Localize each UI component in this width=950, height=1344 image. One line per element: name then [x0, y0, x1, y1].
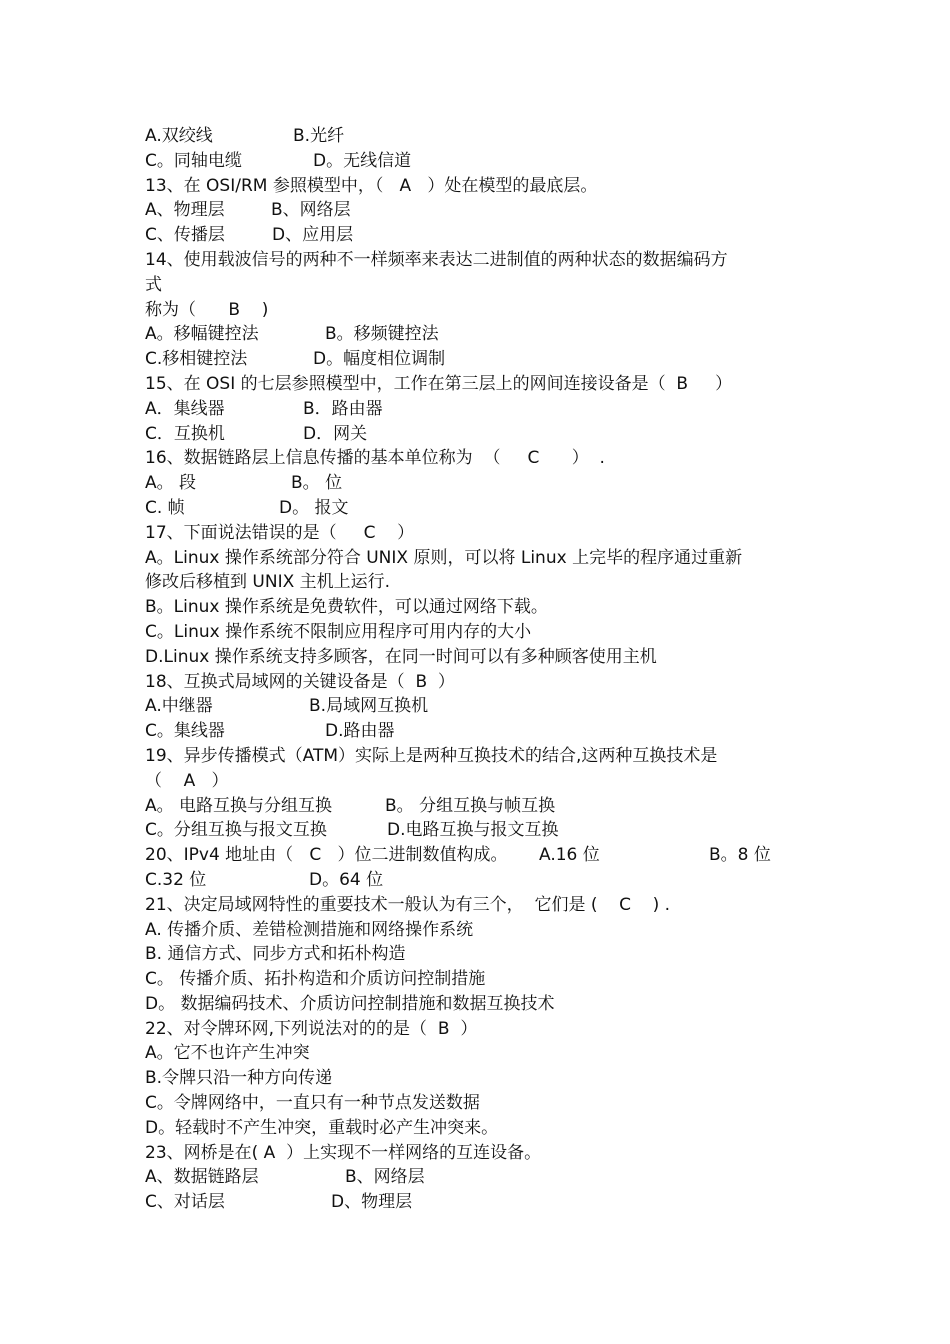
text-line — [145, 992, 825, 1017]
line-text: 修改后移植到 UNIX 主机上运行. — [145, 572, 391, 593]
answer-option: C、对话层 — [145, 1192, 225, 1213]
answer-option: B.局域网互换机 — [309, 696, 429, 717]
answer-option: A.双绞线 — [145, 126, 213, 146]
line-text: C。 传播介质、拓扑构造和介质访问控制措施 — [145, 969, 486, 990]
answer-option: A.中继器 — [145, 696, 213, 717]
answer-option: 20、IPv4 地址由（ C ）位二进制数值构成。 — [145, 845, 508, 866]
answer-option: D。 报文 — [279, 497, 349, 518]
answer-option: C.移相键控法 — [145, 349, 248, 370]
line-text: D。轻载时不产生冲突，重载时必产生冲突来。 — [145, 1117, 499, 1138]
text-line — [145, 1066, 825, 1091]
text-line — [145, 322, 825, 347]
answer-option: C。同轴电缆 — [145, 150, 242, 171]
line-text: B.令牌只沿一种方向传递 — [145, 1068, 333, 1089]
answer-option: A。移幅键控法 — [145, 324, 259, 345]
answer-option: C. 帧 — [145, 497, 185, 518]
text-line — [145, 744, 825, 769]
text-line — [145, 620, 825, 645]
text-line — [145, 769, 825, 794]
text-line — [145, 942, 825, 967]
answer-option: D.电路互换与报文互换 — [387, 820, 559, 841]
text-line — [145, 446, 825, 471]
answer-option: C。分组互换与报文互换 — [145, 820, 327, 841]
text-line — [145, 372, 825, 397]
text-line — [145, 198, 825, 223]
text-line — [145, 174, 825, 199]
line-text: 称为（ B ) — [145, 299, 269, 320]
text-line — [145, 694, 825, 719]
text-line — [145, 967, 825, 992]
line-text: （ A ） — [145, 770, 229, 791]
answer-option: D。64 位 — [309, 869, 384, 890]
answer-option: B。8 位 — [709, 845, 771, 866]
text-line — [145, 471, 825, 496]
answer-option: B、网络层 — [345, 1167, 425, 1188]
text-line — [145, 422, 825, 447]
text-line — [145, 818, 825, 843]
answer-option: D。无线信道 — [313, 150, 412, 171]
text-line — [145, 521, 825, 546]
line-text: C。Linux 操作系统不限制应用程序可用内存的大小 — [145, 621, 532, 642]
line-text: 13、在 OSI/RM 参照模型中，（ A ）处在模型的最底层。 — [145, 175, 598, 196]
line-text: A. 传播介质、差错检测措施和网络操作系统 — [145, 919, 474, 940]
line-text: 16、数据链路层上信息传播的基本单位称为 （ C ） . — [145, 448, 605, 469]
line-text: 14、使用载波信号的两种不一样频率来表达二进制值的两种状态的数据编码方 — [145, 249, 728, 270]
line-text: D。 数据编码技术、介质访问控制措施和数据互换技术 — [145, 993, 555, 1014]
answer-option: C.32 位 — [145, 869, 207, 890]
text-line — [145, 496, 825, 521]
text-line — [145, 918, 825, 943]
answer-option: C．互换机 — [145, 423, 225, 444]
answer-option: B、网络层 — [271, 200, 351, 221]
text-line — [145, 1116, 825, 1141]
line-text: B。Linux 操作系统是免费软件，可以通过网络下载。 — [145, 597, 548, 618]
text-line — [145, 1017, 825, 1042]
line-text: A。它不也许产生冲突 — [145, 1043, 310, 1064]
answer-option: D。幅度相位调制 — [313, 349, 446, 370]
answer-option: C。集线器 — [145, 721, 225, 742]
text-line — [145, 645, 825, 670]
answer-option: B。 分组互换与帧互换 — [385, 795, 556, 816]
line-text: 21、决定局域网特性的重要技术一般认为有三个， 它们是 ( C ) . — [145, 894, 671, 915]
text-line — [145, 298, 825, 323]
line-text: 19、异步传播模式（ATM）实际上是两种互换技术的结合,这两种互换技术是 — [145, 745, 718, 766]
line-text: 23、网桥是在( A ）上实现不一样网络的互连设备。 — [145, 1142, 542, 1163]
text-line — [145, 397, 825, 422]
answer-option: A。 段 — [145, 473, 197, 494]
text-line — [145, 1091, 825, 1116]
line-text: B. 通信方式、同步方式和拓朴构造 — [145, 944, 406, 965]
answer-option: D、物理层 — [331, 1192, 413, 1213]
line-text: D.Linux 操作系统支持多顾客，在同一时间可以有多种顾客使用主机 — [145, 646, 657, 667]
text-line — [145, 223, 825, 248]
answer-option: B。移频键控法 — [325, 324, 439, 345]
answer-option: A、数据链路层 — [145, 1167, 259, 1188]
line-text: 式 — [145, 274, 162, 295]
answer-option: D．网关 — [303, 423, 368, 444]
text-line — [145, 273, 825, 298]
text-line — [145, 670, 825, 695]
answer-option: A。 电路互换与分组互换 — [145, 795, 333, 816]
answer-option: B．路由器 — [303, 398, 383, 419]
answer-option: A．集线器 — [145, 398, 225, 419]
text-line — [145, 843, 825, 868]
text-line — [145, 546, 825, 571]
text-line — [145, 248, 825, 273]
answer-option: B.光纤 — [293, 126, 345, 146]
text-line — [145, 893, 825, 918]
line-text: 17、下面说法错误的是（ C ） — [145, 522, 415, 543]
text-line — [145, 1041, 825, 1066]
text-line — [145, 868, 825, 893]
text-line — [145, 1141, 825, 1166]
text-line — [145, 347, 825, 372]
line-text: A。Linux 操作系统部分符合 UNIX 原则，可以将 Linux 上完毕的程序通过重新 — [145, 547, 743, 568]
text-line — [145, 570, 825, 595]
text-line — [145, 124, 825, 149]
answer-option: D、应用层 — [272, 225, 354, 246]
line-text: 18、互换式局域网的关键设备是（ B ） — [145, 671, 455, 692]
line-text: 22、对令牌环网,下列说法对的的是（ B ） — [145, 1018, 478, 1039]
text-line — [145, 719, 825, 744]
answer-option: B。 位 — [291, 473, 343, 494]
text-line — [145, 149, 825, 174]
answer-option: A、物理层 — [145, 200, 225, 221]
answer-option: A.16 位 — [539, 845, 600, 866]
answer-option: D.路由器 — [325, 721, 395, 742]
question-text-block — [145, 124, 825, 1215]
text-line — [145, 794, 825, 819]
text-line — [145, 1190, 825, 1215]
text-line — [145, 1165, 825, 1190]
line-text: 15、在 OSI 的七层参照模型中，工作在第三层上的网间连接设备是（ B ） — [145, 373, 733, 394]
text-line — [145, 595, 825, 620]
answer-option: C、传播层 — [145, 225, 225, 246]
line-text: C。令牌网络中，一直只有一种节点发送数据 — [145, 1093, 480, 1114]
